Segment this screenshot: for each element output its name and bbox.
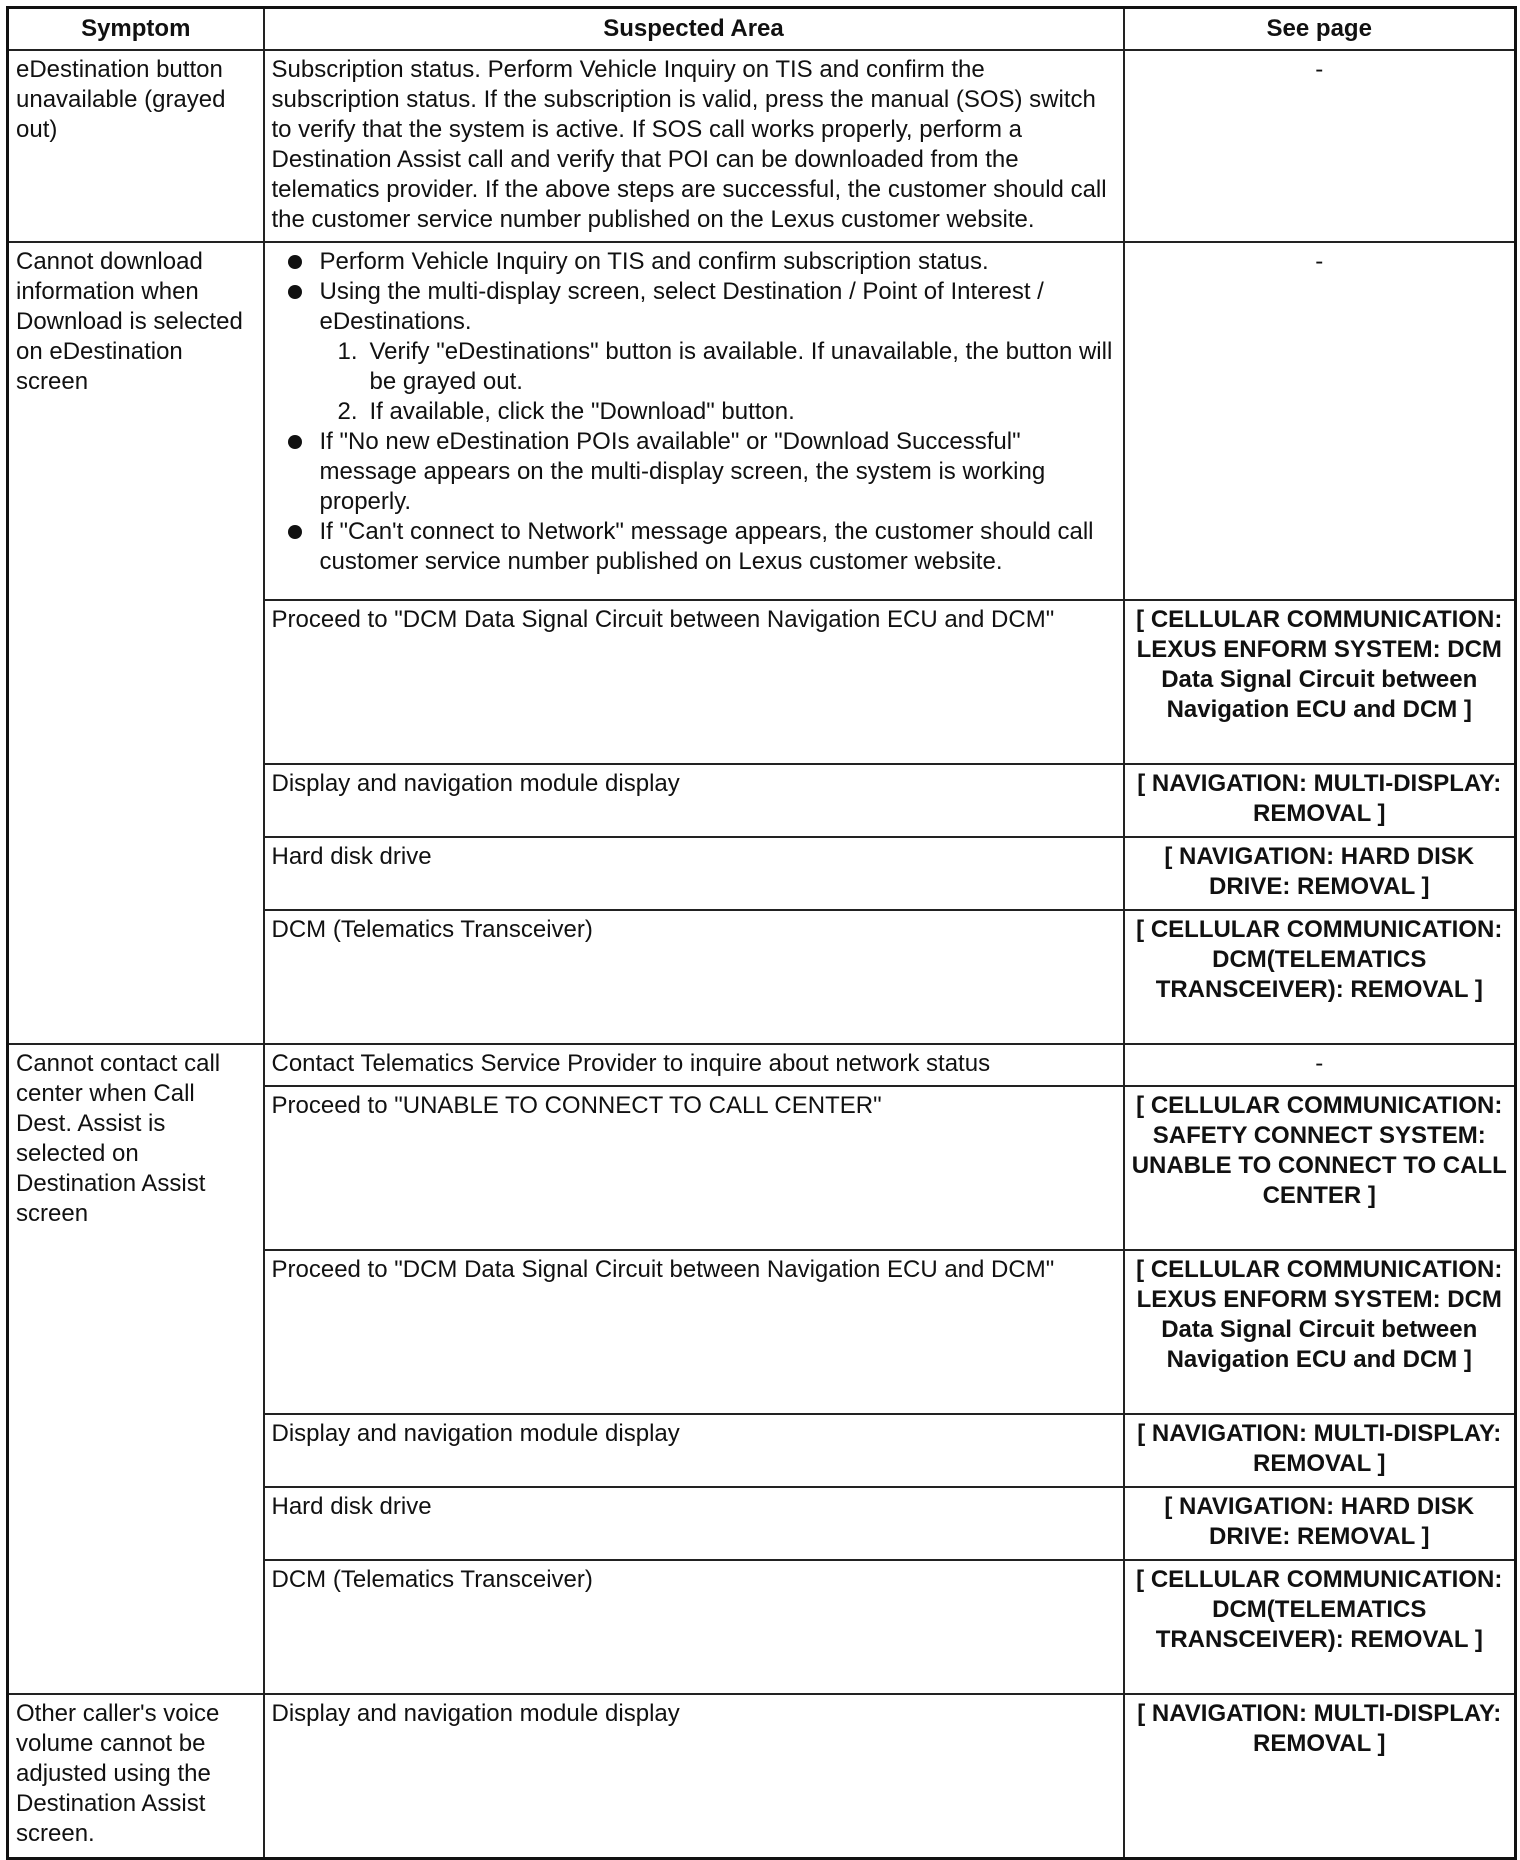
step-number: 1. — [337, 338, 358, 365]
list-item — [320, 247, 1116, 277]
see-page-link[interactable]: [ NAVIGATION: MULTI-DISPLAY: REMOVAL ] — [1124, 1414, 1516, 1487]
step-text: Verify "eDestinations" button is available. If unavailable, the button will be grayed out. — [369, 338, 1113, 395]
list-item — [320, 427, 1116, 517]
header-suspected-area: Suspected Area — [264, 8, 1124, 51]
suspected-area-cell: Display and navigation module display — [264, 1694, 1124, 1858]
header-see-page: See page — [1124, 8, 1516, 51]
see-page-link[interactable]: [ CELLULAR COMMUNICATION: LEXUS ENFORM SYSTEM: DCM Data Signal Circuit between Navigation ECU and DCM ] — [1124, 600, 1516, 764]
table-row — [8, 50, 1516, 242]
suspected-area-cell: Display and navigation module display — [264, 764, 1124, 837]
procedure-list — [272, 247, 1116, 577]
symptom-cell: Cannot download information when Download is selected on eDestination screen — [8, 242, 264, 1044]
see-page-link[interactable]: [ CELLULAR COMMUNICATION: LEXUS ENFORM SYSTEM: DCM Data Signal Circuit between Navigation ECU and DCM ] — [1124, 1250, 1516, 1414]
table-row — [8, 242, 1516, 600]
bullet-text: Using the multi-display screen, select Destination / Point of Interest / eDestinations. — [319, 278, 1044, 335]
symptom-cell: Other caller's voice volume cannot be adjusted using the Destination Assist screen. — [8, 1694, 264, 1858]
suspected-area-cell: Subscription status. Perform Vehicle Inquiry on TIS and confirm the subscription status. If the subscription is valid, press the manual (SOS) switch to verify that the system is active. If SOS call works properly, perform a Destination Assist call and verify that POI can be downloaded from the telematics provider. If the above steps are successful, the customer should call the customer service number published on the Lexus customer website. — [264, 50, 1124, 242]
see-page-link[interactable]: [ NAVIGATION: MULTI-DISPLAY: REMOVAL ] — [1124, 1694, 1516, 1858]
step-list — [320, 337, 1116, 427]
suspected-area-cell — [264, 242, 1124, 600]
header-symptom: Symptom — [8, 8, 264, 51]
see-page-link[interactable]: [ CELLULAR COMMUNICATION: SAFETY CONNECT SYSTEM: UNABLE TO CONNECT TO CALL CENTER ] — [1124, 1086, 1516, 1250]
bullet-text: If "Can't connect to Network" message appears, the customer should call customer service number published on Lexus customer website. — [319, 518, 1094, 575]
bullet-text: If "No new eDestination POIs available" or "Download Successful" message appears on the multi-display screen, the system is working properly. — [319, 428, 1046, 515]
see-page-link[interactable]: [ NAVIGATION: HARD DISK DRIVE: REMOVAL ] — [1124, 1487, 1516, 1560]
list-item — [320, 277, 1116, 427]
suspected-area-cell: Display and navigation module display — [264, 1414, 1124, 1487]
see-page-cell: - — [1124, 50, 1516, 242]
symptom-cell: Cannot contact call center when Call Dest. Assist is selected on Destination Assist screen — [8, 1044, 264, 1694]
table-row — [8, 1694, 1516, 1858]
list-item — [320, 517, 1116, 577]
suspected-area-cell: Contact Telematics Service Provider to inquire about network status — [264, 1044, 1124, 1086]
see-page-link[interactable]: [ CELLULAR COMMUNICATION: DCM(TELEMATICS TRANSCEIVER): REMOVAL ] — [1124, 910, 1516, 1044]
see-page-cell: - — [1124, 242, 1516, 600]
symptom-cell: eDestination button unavailable (grayed out) — [8, 50, 264, 242]
list-item — [337, 397, 1116, 427]
step-text: If available, click the "Download" button. — [369, 398, 795, 425]
list-item — [337, 337, 1116, 397]
suspected-area-cell: Proceed to "DCM Data Signal Circuit between Navigation ECU and DCM" — [264, 1250, 1124, 1414]
suspected-area-cell: Hard disk drive — [264, 837, 1124, 910]
header-row — [8, 8, 1516, 51]
see-page-link[interactable]: [ CELLULAR COMMUNICATION: DCM(TELEMATICS TRANSCEIVER): REMOVAL ] — [1124, 1560, 1516, 1694]
suspected-area-cell: DCM (Telematics Transceiver) — [264, 910, 1124, 1044]
table-row — [8, 1044, 1516, 1086]
suspected-area-cell: DCM (Telematics Transceiver) — [264, 1560, 1124, 1694]
step-number: 2. — [337, 398, 358, 425]
suspected-area-cell: Hard disk drive — [264, 1487, 1124, 1560]
see-page-cell: - — [1124, 1044, 1516, 1086]
symptom-table — [6, 6, 1517, 1860]
see-page-link[interactable]: [ NAVIGATION: HARD DISK DRIVE: REMOVAL ] — [1124, 837, 1516, 910]
bullet-text: Perform Vehicle Inquiry on TIS and confirm subscription status. — [319, 248, 989, 275]
suspected-area-cell: Proceed to "UNABLE TO CONNECT TO CALL CENTER" — [264, 1086, 1124, 1250]
see-page-link[interactable]: [ NAVIGATION: MULTI-DISPLAY: REMOVAL ] — [1124, 764, 1516, 837]
suspected-area-cell: Proceed to "DCM Data Signal Circuit between Navigation ECU and DCM" — [264, 600, 1124, 764]
